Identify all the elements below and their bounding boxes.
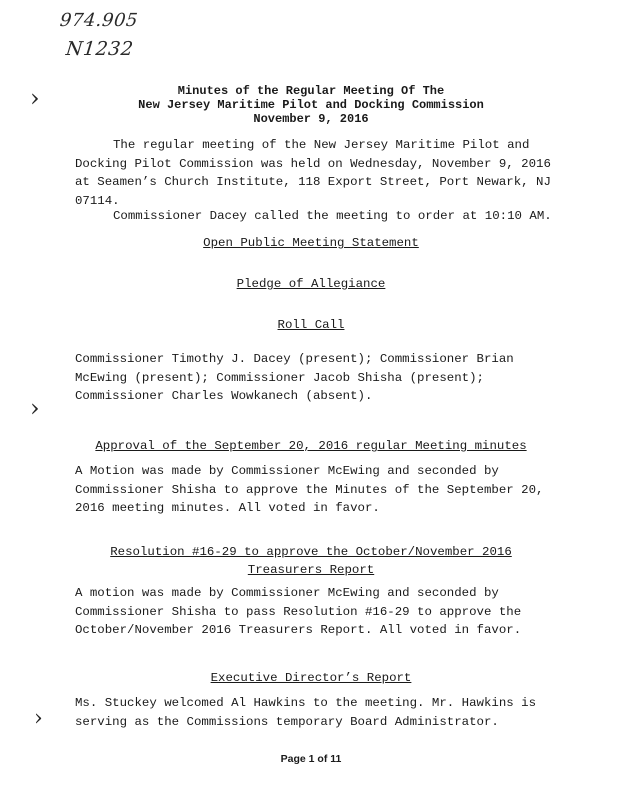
resolution-paragraph: A motion was made by Commissioner McEwing and seconded by Commissioner Shisha to pass Resolution #16-29 to approve the October/November 2016 Treasurers Report. All voted in favor. — [75, 586, 522, 637]
call-to-order-paragraph: Commissioner Dacey called the meeting to order at 10:10 AM. — [113, 209, 552, 223]
margin-mark-middle: › — [30, 394, 40, 422]
title-date: November 9, 2016 — [253, 112, 369, 126]
heading-resolution: Resolution #16-29 to approve the October/November 2016 — [110, 545, 512, 559]
heading-executive-report: Executive Director’s Report — [210, 671, 412, 685]
intro-paragraph: The regular meeting of the New Jersey Maritime Pilot and Docking Pilot Commission was held on Wednesday, November 9, 2016 at Seamen’s Church Institute, 118 Export Street, Port Newark, NJ 07114. — [75, 138, 551, 208]
approval-paragraph: A Motion was made by Commissioner McEwing and seconded by Commissioner Shisha to approve the Minutes of the September 20, 2016 meeting minutes. All voted in favor. — [75, 464, 544, 515]
heading-roll-call: Roll Call — [277, 318, 345, 332]
heading-pledge: Pledge of Allegiance — [236, 277, 386, 291]
executive-report-paragraph: Ms. Stuckey welcomed Al Hawkins to the meeting. Mr. Hawkins is serving as the Commissions temporary Board Administrator. — [75, 696, 537, 729]
handwritten-catalog-code: N1232 — [64, 38, 135, 60]
title-line-2: New Jersey Maritime Pilot and Docking Commission — [138, 98, 484, 112]
title-line-1: Minutes of the Regular Meeting Of The — [177, 84, 445, 98]
heading-resolution-cont: Treasurers Report — [247, 563, 375, 577]
heading-approval-minutes: Approval of the September 20, 2016 regular Meeting minutes — [95, 439, 527, 453]
margin-mark-top: › — [30, 84, 40, 112]
handwritten-call-number: 974.905 — [58, 10, 140, 31]
roll-call-paragraph: Commissioner Timothy J. Dacey (present); Commissioner Brian McEwing (present); Commissioner Jacob Shisha (present); Commissioner Charles Wowkanech (absent). — [75, 352, 514, 403]
heading-open-public-meeting: Open Public Meeting Statement — [203, 236, 419, 250]
page-number: Page 1 of 11 — [280, 753, 342, 765]
margin-mark-bottom: › — [34, 706, 43, 731]
